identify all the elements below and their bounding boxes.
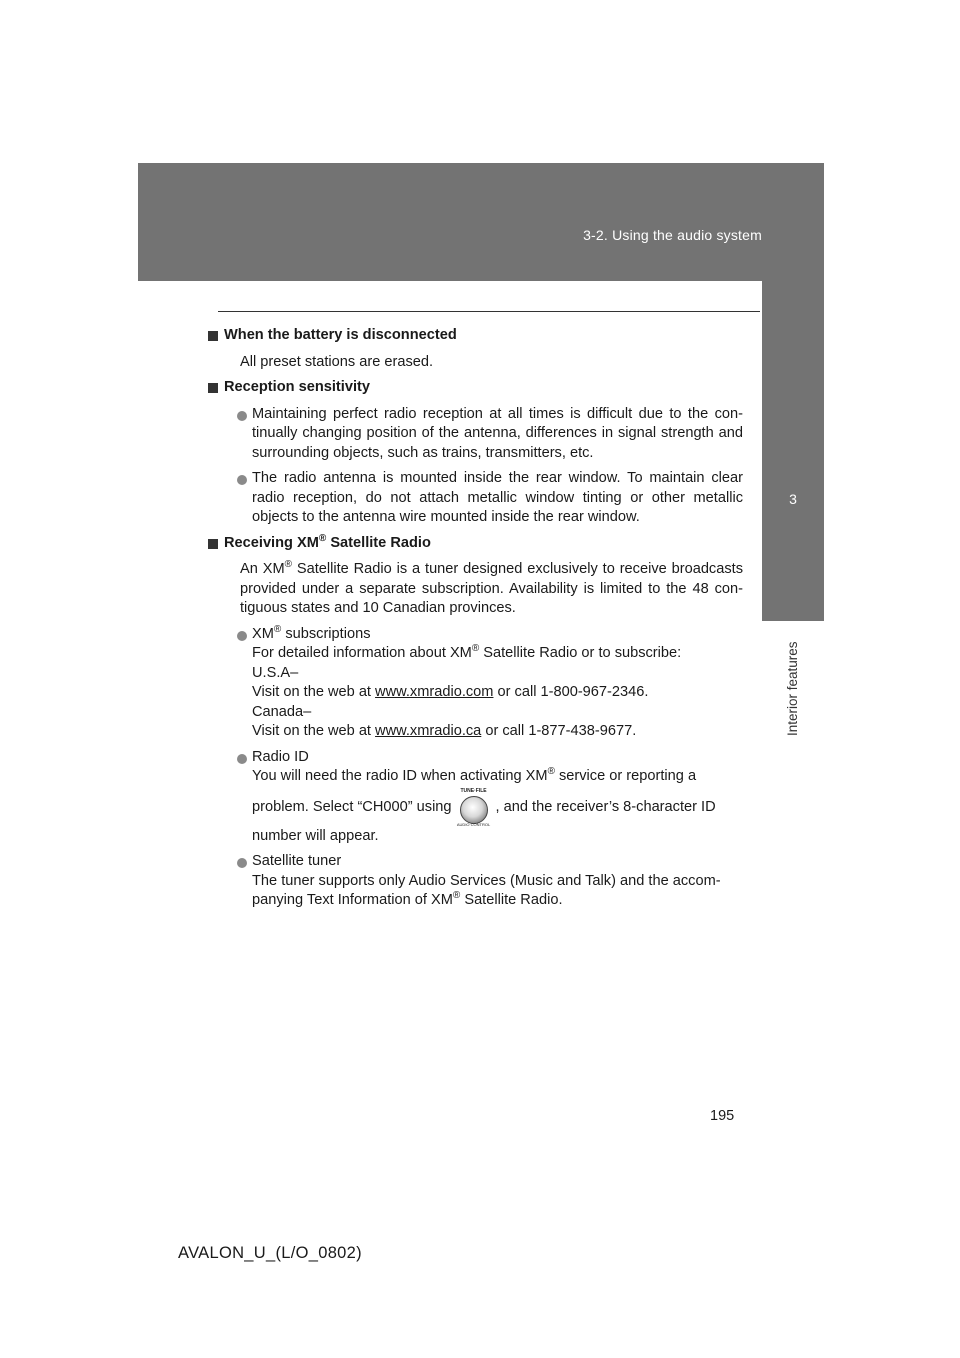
- section-title: 3-2. Using the audio system: [583, 227, 762, 243]
- reception-bullet-1: Maintaining perfect radio reception at all times is difficult due to the con- tinually changing position of the antenna, differences in signal strength and surrounding objects, such as trains, transmitters, etc.: [224, 405, 743, 464]
- footer-code: AVALON_U_(L/O_0802): [178, 1244, 362, 1262]
- usa-label: U.S.A–: [252, 664, 299, 681]
- tune-file-knob-icon: TUNE·FILE AUDIO CONTROL: [456, 787, 491, 827]
- page-content: [224, 326, 743, 917]
- xmradio-ca-link[interactable]: www.xmradio.ca: [375, 723, 482, 739]
- chapter-tab: [762, 281, 824, 621]
- xm-subscriptions: XM® subscriptions For detailed information about XM® Satellite Radio or to subscribe: U.S.A– Visit on the web at www.xmradio.com or call 1-800-967-2346. Canada– Visit on the web at www.xmradio.ca or call 1-877-438-9677.: [224, 625, 743, 742]
- battery-text: All preset stations are erased.: [240, 353, 434, 370]
- xmradio-com-link[interactable]: www.xmradio.com: [375, 684, 494, 700]
- circle-bullet-icon: [237, 631, 247, 641]
- circle-bullet-icon: [237, 858, 247, 868]
- xm-radio-id: Radio ID You will need the radio ID when activating XM® service or reporting a problem. Select “CH000” using TUNE·FILE AUDIO CONTROL , and the receiver’s 8-character ID number will appear.: [224, 748, 743, 847]
- xm-satellite-tuner: Satellite tuner The tuner supports only Audio Services (Music and Talk) and the accom- panying Text Information of XM® Satellite Radio.: [224, 852, 743, 911]
- circle-bullet-icon: [237, 754, 247, 764]
- top-rule: [218, 311, 760, 312]
- square-bullet-icon: [208, 383, 218, 393]
- heading-reception: Reception sensitivity: [208, 378, 743, 398]
- chapter-label-area: [762, 621, 824, 741]
- xm-intro: An XM® Satellite Radio is a tuner designed exclusively to receive broadcasts provided under a separate subscription. Availability is limited to the 48 con- tiguous states and 10 Canadian provinces.: [240, 559, 743, 616]
- chapter-number: 3: [789, 491, 797, 507]
- heading-xm: Receiving XM® Satellite Radio: [208, 534, 743, 554]
- page-number: 195: [710, 1108, 735, 1124]
- circle-bullet-icon: [237, 475, 247, 485]
- square-bullet-icon: [208, 331, 218, 341]
- canada-label: Canada–: [252, 703, 312, 720]
- heading-battery: When the battery is disconnected: [208, 326, 743, 346]
- chapter-label: Interior features: [785, 641, 800, 736]
- header-band: [138, 163, 824, 281]
- square-bullet-icon: [208, 539, 218, 549]
- circle-bullet-icon: [237, 411, 247, 421]
- reception-bullet-2: The radio antenna is mounted inside the rear window. To maintain clear radio reception, do not attach metallic window tinting or other metallic objects to the antenna wire mounted inside the rear window.: [224, 469, 743, 528]
